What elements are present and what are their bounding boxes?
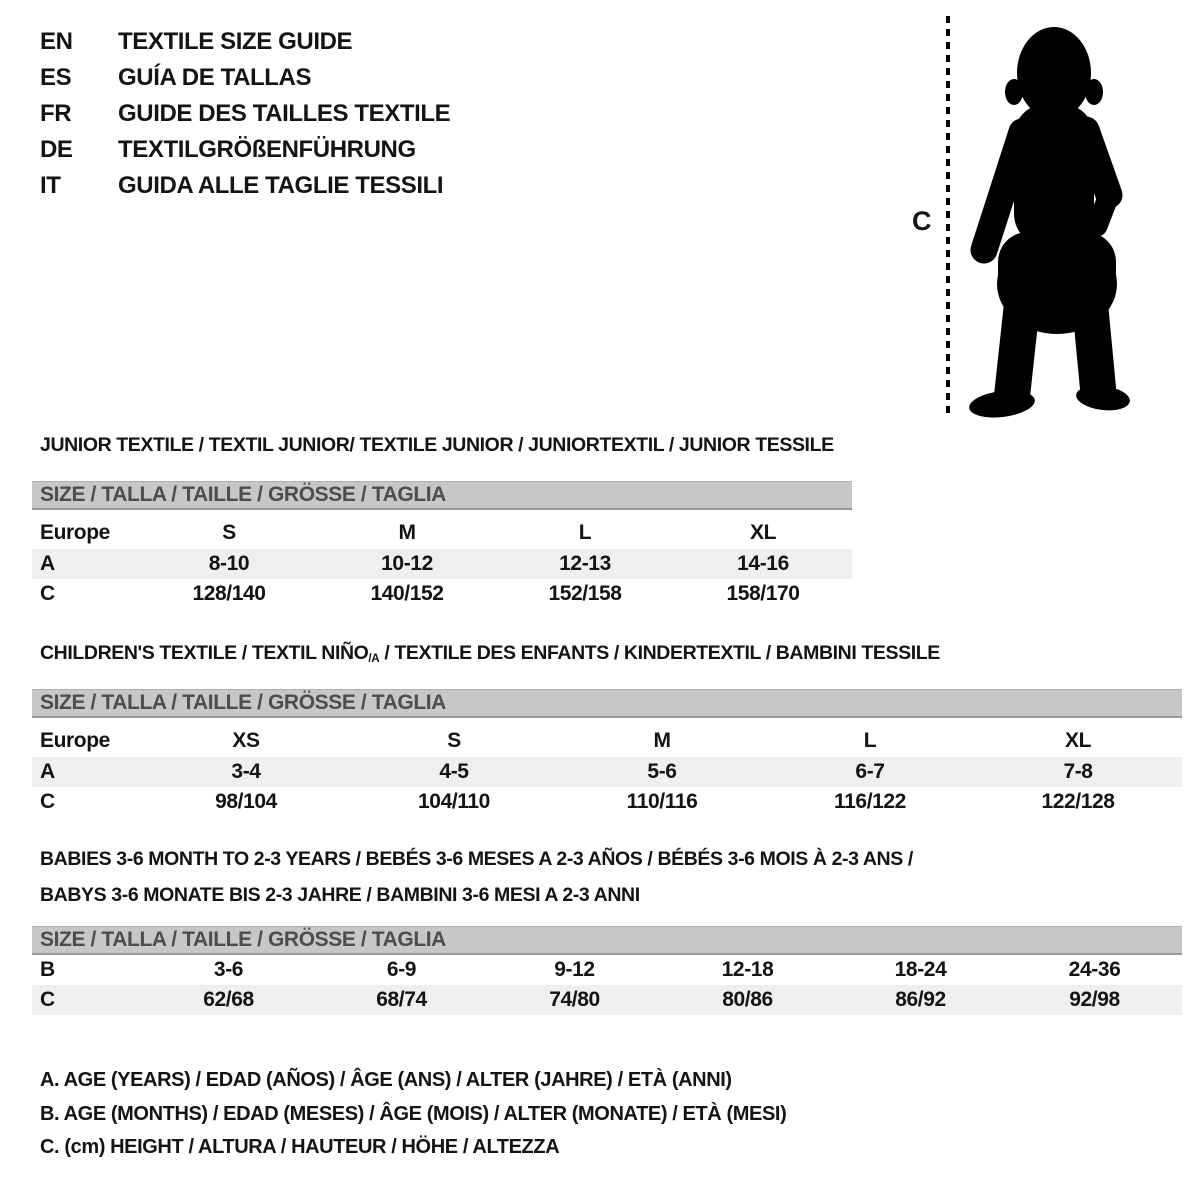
size-header-bar bbox=[32, 690, 1182, 718]
size-cell: 6-9 bbox=[386, 958, 417, 981]
language-row bbox=[40, 132, 450, 168]
language-code: IT bbox=[40, 172, 61, 199]
size-cell: 14-16 bbox=[674, 549, 852, 579]
size-cell: S bbox=[222, 521, 236, 544]
size-cell: 128/140 bbox=[192, 582, 266, 605]
measure-label-c: C bbox=[912, 206, 932, 236]
table-row-europe bbox=[32, 717, 1182, 757]
row-label: A bbox=[32, 549, 140, 579]
size-header-bar bbox=[32, 482, 852, 510]
language-title: GUIDA ALLE TAGLIE TESSILI bbox=[118, 172, 444, 199]
language-code: ES bbox=[40, 64, 72, 91]
language-row bbox=[40, 24, 450, 60]
size-cell: 116/122 bbox=[834, 790, 906, 813]
height-measure-dashed-line bbox=[946, 16, 950, 416]
row-label: C bbox=[40, 790, 55, 813]
size-header-bar bbox=[32, 927, 1182, 955]
size-cell: 140/152 bbox=[370, 582, 444, 605]
size-cell: XS bbox=[232, 729, 260, 752]
size-cell: 6-7 bbox=[766, 757, 974, 787]
size-cell: 74/80 bbox=[488, 985, 661, 1015]
size-cell: 5-6 bbox=[558, 757, 766, 787]
legend-line-age-months: B. AGE (MONTHS) / EDAD (MESES) / ÂGE (MOIS) / ALTER (MONATE) / ETÀ (MESI) bbox=[40, 1102, 787, 1125]
size-cell: S bbox=[447, 729, 461, 752]
size-cell: L bbox=[863, 729, 877, 752]
size-cell: XL bbox=[750, 521, 777, 544]
row-label: A bbox=[32, 757, 142, 787]
size-header-label: SIZE / TALLA / TAILLE / GRÖSSE / TAGLIA bbox=[32, 482, 852, 510]
junior-size-table bbox=[32, 481, 852, 609]
language-title: TEXTILGRÖßENFÜHRUNG bbox=[118, 136, 416, 163]
size-cell: 24-36 bbox=[1068, 958, 1121, 981]
size-header-label: SIZE / TALLA / TAILLE / GRÖSSE / TAGLIA bbox=[32, 690, 1182, 718]
size-cell: M bbox=[653, 729, 671, 752]
table-row-age bbox=[32, 757, 1182, 787]
babies-section-heading bbox=[40, 841, 913, 913]
size-cell: 98/104 bbox=[215, 790, 277, 813]
size-cell: 158/170 bbox=[726, 582, 800, 605]
toddler-silhouette-image bbox=[962, 12, 1137, 420]
size-cell: 62/68 bbox=[142, 985, 315, 1015]
size-cell: 3-6 bbox=[213, 958, 244, 981]
size-cell: 12-18 bbox=[721, 958, 774, 981]
size-cell: 68/74 bbox=[315, 985, 488, 1015]
legend-line-age-years: A. AGE (YEARS) / EDAD (AÑOS) / ÂGE (ANS) / ALTER (JAHRE) / ETÀ (ANNI) bbox=[40, 1069, 732, 1091]
size-cell: M bbox=[398, 521, 416, 544]
size-cell: 4-5 bbox=[350, 757, 558, 787]
size-cell: 7-8 bbox=[974, 757, 1182, 787]
children-heading-pre: CHILDREN'S TEXTILE / TEXTIL NIÑO bbox=[40, 642, 369, 664]
babies-size-table bbox=[32, 926, 1182, 1015]
junior-section-heading: JUNIOR TEXTILE / TEXTIL JUNIOR/ TEXTILE JUNIOR / JUNIORTEXTIL / JUNIOR TESSILE bbox=[40, 434, 834, 456]
size-cell: 3-4 bbox=[142, 757, 350, 787]
table-row-height bbox=[32, 787, 1182, 817]
table-row-europe bbox=[32, 509, 852, 549]
size-cell: 8-10 bbox=[140, 549, 318, 579]
children-section-heading bbox=[40, 635, 940, 677]
language-code: FR bbox=[40, 100, 72, 127]
language-code: DE bbox=[40, 136, 73, 163]
size-cell: 86/92 bbox=[834, 985, 1007, 1015]
size-cell: 122/128 bbox=[1041, 790, 1115, 813]
table-row-age bbox=[32, 549, 852, 579]
size-cell: L bbox=[578, 521, 592, 544]
size-cell: 9-12 bbox=[554, 958, 595, 981]
children-heading-post: / TEXTILE DES ENFANTS / KINDERTEXTIL / BAMBINI TESSILE bbox=[379, 642, 940, 664]
row-label: C bbox=[40, 582, 55, 605]
babies-heading-line2: BABYS 3-6 MONATE BIS 2-3 JAHRE / BAMBINI 3-6 MESI A 2-3 ANNI bbox=[40, 884, 640, 906]
language-title: GUIDE DES TAILLES TEXTILE bbox=[118, 100, 451, 127]
size-cell: 110/116 bbox=[626, 790, 698, 813]
language-row bbox=[40, 96, 450, 132]
language-title: GUÍA DE TALLAS bbox=[118, 64, 312, 91]
table-row-height bbox=[32, 579, 852, 609]
size-cell: 18-24 bbox=[894, 958, 947, 981]
language-title: TEXTILE SIZE GUIDE bbox=[118, 28, 353, 55]
row-label: Europe bbox=[40, 521, 110, 544]
children-heading-sub: /A bbox=[368, 651, 380, 665]
size-cell: 80/86 bbox=[661, 985, 834, 1015]
size-cell: 10-12 bbox=[318, 549, 496, 579]
children-size-table bbox=[32, 689, 1182, 817]
legend bbox=[40, 1064, 786, 1165]
language-row bbox=[40, 60, 450, 96]
size-cell: 12-13 bbox=[496, 549, 674, 579]
language-list bbox=[40, 24, 450, 204]
row-label: Europe bbox=[40, 729, 110, 752]
babies-heading-line1: BABIES 3-6 MONTH TO 2-3 YEARS / BEBÉS 3-6 MESES A 2-3 AÑOS / BÉBÉS 3-6 MOIS À 2-3 ANS / bbox=[40, 848, 913, 870]
language-code: EN bbox=[40, 28, 73, 55]
size-cell: 152/158 bbox=[548, 582, 622, 605]
size-cell: XL bbox=[1065, 729, 1092, 752]
row-label: B bbox=[40, 958, 55, 981]
table-row-months bbox=[32, 954, 1182, 985]
table-row-height bbox=[32, 985, 1182, 1015]
size-header-label: SIZE / TALLA / TAILLE / GRÖSSE / TAGLIA bbox=[32, 927, 1182, 955]
language-row bbox=[40, 168, 450, 204]
size-cell: 104/110 bbox=[418, 790, 490, 813]
size-cell: 92/98 bbox=[1007, 985, 1182, 1015]
legend-line-height-cm: C. (cm) HEIGHT / ALTURA / HAUTEUR / HÖHE / ALTEZZA bbox=[40, 1136, 560, 1158]
row-label: C bbox=[32, 985, 142, 1015]
